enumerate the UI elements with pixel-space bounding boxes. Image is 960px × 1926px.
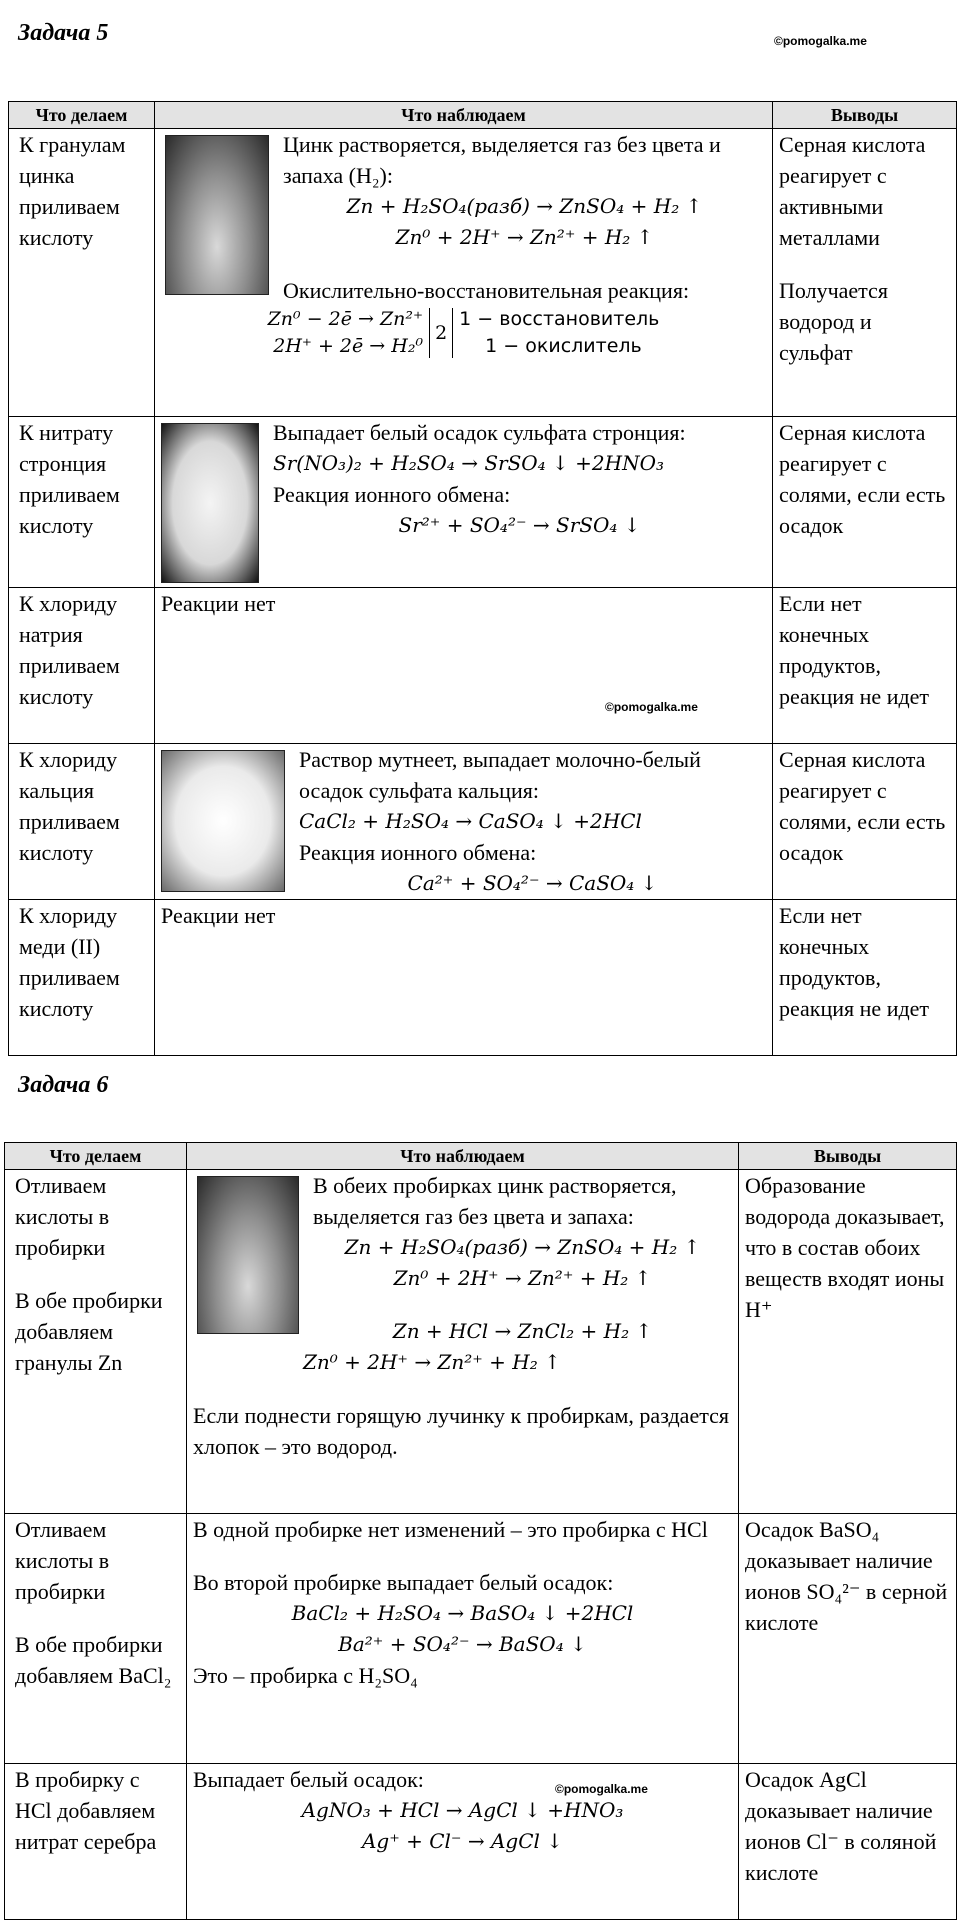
observe-cell — [187, 1514, 739, 1764]
observe-text: Реакция ионного обмена: — [299, 840, 537, 865]
redox-balance — [161, 306, 766, 360]
header-conclusion: Выводы — [739, 1143, 957, 1170]
action-cell — [5, 1514, 187, 1764]
table-row — [5, 1764, 957, 1920]
equation: Ca²⁺ + SO₄²⁻ → CaSO₄ ↓ — [407, 871, 658, 895]
action-cell: К нитрату стронция приливаем кислоту — [9, 417, 155, 588]
table-row — [9, 744, 957, 900]
action-cell: К гранулам цинка приливаем кислоту — [9, 129, 155, 417]
table-row — [9, 588, 957, 744]
watermark: ©pomogalka.me — [555, 1782, 648, 1796]
equation: Sr²⁺ + SO₄²⁻ → SrSO₄ ↓ — [398, 513, 641, 537]
header-action: Что делаем — [5, 1143, 187, 1170]
conclusion-cell: Серная кислота реагирует с солями, если есть осадок — [773, 417, 957, 588]
observe-text: Во второй пробирке выпадает белый осадок: — [193, 1570, 614, 1595]
action-text: Отливаем кислоты в пробирки — [15, 1517, 110, 1604]
table-row — [9, 900, 957, 1056]
equation: Sr(NO₃)₂ + H₂SO₄ → SrSO₄ ↓ +2HNO₃ — [273, 451, 665, 475]
header-conclusion: Выводы — [773, 102, 957, 129]
action-cell: В пробирку с HCl добавляем нитрат серебра — [5, 1764, 187, 1920]
observe-text: В обеих пробирках цинк растворяется, выделяется газ без цвета и запаха: — [313, 1173, 677, 1229]
redox-left: Zn⁰ − 2ē → Zn²⁺ — [267, 308, 424, 330]
observe-text: Реакция ионного обмена: — [273, 482, 511, 507]
calcium-beaker-photo — [161, 750, 285, 892]
header-action: Что делаем — [9, 102, 155, 129]
observe-text: Это – пробирка с H₂SO₄ — [193, 1663, 418, 1688]
header-observe: Что наблюдаем — [155, 102, 773, 129]
equation: Ag⁺ + Cl⁻ → AgCl ↓ — [361, 1829, 564, 1853]
strontium-tube-photo — [161, 423, 259, 583]
action-text: Отливаем кислоты в пробирки — [15, 1173, 110, 1260]
table-row — [9, 129, 957, 417]
observe-text: Выпадает белый осадок: — [193, 1767, 424, 1792]
action-cell: К хлориду натрия приливаем кислоту — [9, 588, 155, 744]
equation: Zn⁰ + 2H⁺ → Zn²⁺ + H₂ ↑ — [395, 225, 654, 249]
table-row — [9, 417, 957, 588]
equation: Zn⁰ + 2H⁺ → Zn²⁺ + H₂ ↑ — [393, 1266, 652, 1290]
redox-right: 1 − окислитель — [485, 335, 642, 357]
conclusion-cell: Серная кислота реагирует с солями, если есть осадок — [773, 744, 957, 900]
zinc-tube-photo — [165, 135, 269, 295]
conclusion-cell: Если нет конечных продуктов, реакция не идет — [773, 588, 957, 744]
task5-table — [8, 101, 957, 1056]
equation: Zn⁰ + 2H⁺ → Zn²⁺ + H₂ ↑ — [303, 1350, 561, 1374]
header-observe: Что наблюдаем — [187, 1143, 739, 1170]
task5-title: Задача 5 — [18, 20, 109, 46]
observe-cell — [155, 588, 773, 744]
observe-cell — [155, 129, 773, 417]
observe-cell — [155, 744, 773, 900]
table-row — [5, 1514, 957, 1764]
action-cell: К хлориду кальция приливаем кислоту — [9, 744, 155, 900]
conclusion-cell: Осадок AgCl доказывает наличие ионов Cl⁻ в соляной кислоте — [739, 1764, 957, 1920]
redox-multiplier: 2 — [429, 308, 453, 358]
equation: AgNO₃ + HCl → AgCl ↓ +HNO₃ — [301, 1798, 624, 1822]
observe-cell — [155, 417, 773, 588]
redox-left: 2H⁺ + 2ē → H₂⁰ — [273, 335, 424, 357]
conclusion-cell — [773, 129, 957, 417]
action-text: В обе пробирки добавляем гранулы Zn — [15, 1288, 163, 1375]
equation: Zn + H₂SO₄(разб) → ZnSO₄ + H₂ ↑ — [346, 194, 703, 218]
observe-text: Раствор мутнеет, выпадает молочно-белый осадок сульфата кальция: — [299, 747, 701, 803]
observe-text: Выпадает белый осадок сульфата стронция: — [273, 420, 686, 445]
action-cell: К хлориду меди (II) приливаем кислоту — [9, 900, 155, 1056]
observe-text: Если поднести горящую лучинку к пробиркам, раздается хлопок – это водород. — [193, 1403, 729, 1459]
watermark: ©pomogalka.me — [605, 700, 698, 714]
equation: CaCl₂ + H₂SO₄ → CaSO₄ ↓ +2HCl — [299, 809, 642, 833]
conclusion-text: Серная кислота реагирует с активными металлами — [779, 132, 926, 250]
conclusion-text: Получается водород и сульфат — [779, 278, 888, 365]
observe-cell: Реакции нет — [155, 900, 773, 1056]
equation: Ba²⁺ + SO₄²⁻ → BaSO₄ ↓ — [338, 1632, 587, 1656]
observe-text: Окислительно-восстановительная реакция: — [283, 278, 690, 303]
observe-cell — [187, 1170, 739, 1514]
conclusion-cell: Если нет конечных продуктов, реакция не идет — [773, 900, 957, 1056]
equation: BaCl₂ + H₂SO₄ → BaSO₄ ↓ +2HCl — [291, 1601, 634, 1625]
equation: Zn + H₂SO₄(разб) → ZnSO₄ + H₂ ↑ — [344, 1235, 701, 1259]
conclusion-cell: Осадок BaSO₄ доказывает наличие ионов SO₄²⁻ в серной кислоте — [739, 1514, 957, 1764]
action-text: В обе пробирки добавляем BaCl₂ — [15, 1632, 172, 1688]
watermark: ©pomogalka.me — [774, 34, 867, 48]
conclusion-cell: Образование водорода доказывает, что в состав обоих веществ входят ионы H⁺ — [739, 1170, 957, 1514]
action-cell — [5, 1170, 187, 1514]
observe-text: Реакции нет — [161, 591, 276, 616]
redox-right: 1 − восстановитель — [459, 308, 660, 330]
table-row — [5, 1170, 957, 1514]
task6-title: Задача 6 — [18, 1072, 109, 1098]
equation: Zn + HCl → ZnCl₂ + H₂ ↑ — [392, 1319, 653, 1343]
observe-cell — [187, 1764, 739, 1920]
zinc-tube-photo — [197, 1176, 299, 1334]
observe-text: Цинк растворяется, выделяется газ без цвета и запаха (H₂): — [283, 132, 721, 188]
task6-table — [4, 1142, 957, 1920]
observe-text: В одной пробирке нет изменений – это пробирка с HCl — [193, 1517, 708, 1542]
